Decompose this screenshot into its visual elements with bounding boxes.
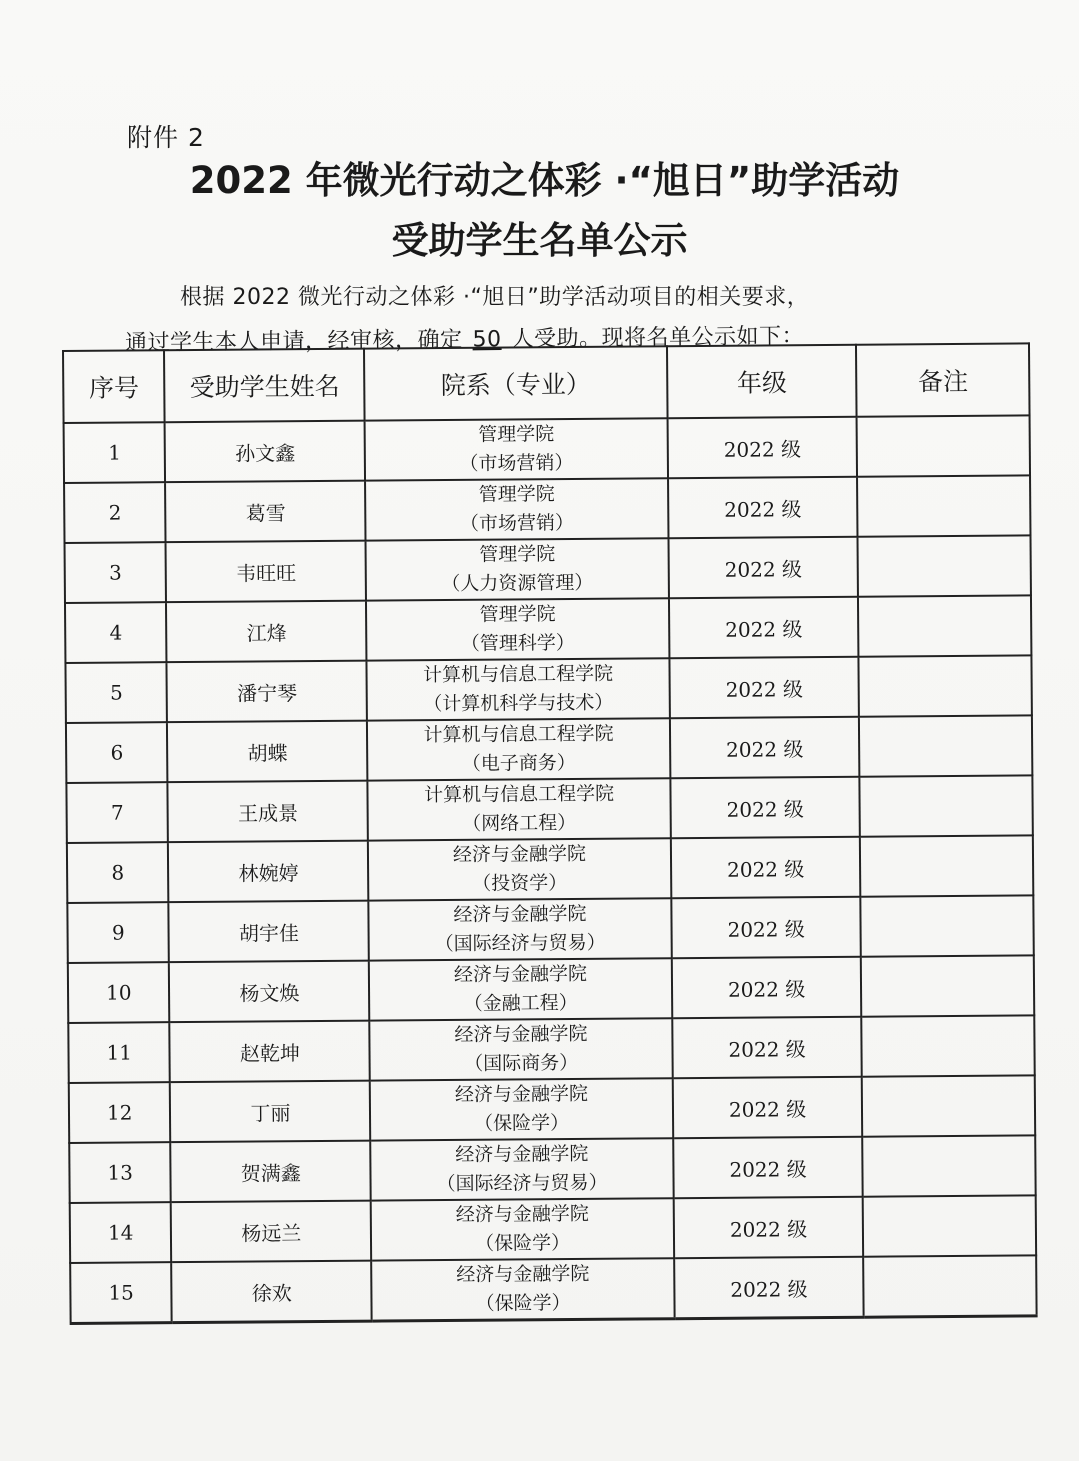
cell-serial-no: 6 <box>66 722 168 783</box>
cell-grade: 2022 级 <box>672 1017 862 1078</box>
major-name: （保险学） <box>474 1232 571 1255</box>
major-name: （国际商务） <box>464 1051 579 1075</box>
cell-remarks <box>858 475 1031 536</box>
cell-department <box>369 958 672 1020</box>
major-name: （市场营销） <box>459 451 574 475</box>
cell-student-name: 赵乾坤 <box>170 1021 370 1083</box>
cell-department <box>367 718 670 780</box>
cell-remarks <box>860 775 1033 836</box>
cell-grade: 2022 级 <box>674 1257 864 1319</box>
cell-department <box>371 1198 674 1260</box>
cell-serial-no: 8 <box>67 842 169 903</box>
college-name: 经济与金融学院 <box>454 1082 588 1106</box>
attachment-label: 附件 2 <box>127 123 205 152</box>
major-name: （人力资源管理） <box>441 571 594 596</box>
major-name: （电子商务） <box>461 751 576 775</box>
major-name: （国际经济与贸易） <box>436 1171 608 1196</box>
cell-remarks <box>861 955 1034 1016</box>
header-department: 院系（专业） <box>364 346 667 420</box>
document-title: 2022 年微光行动之体彩 ·“旭日”助学活动 <box>189 159 900 202</box>
cell-remarks <box>861 895 1034 956</box>
cell-remarks <box>863 1195 1036 1256</box>
college-name: 管理学院 <box>479 543 556 566</box>
cell-serial-no: 4 <box>65 602 167 663</box>
cell-department <box>366 538 669 600</box>
cell-department <box>368 838 671 900</box>
table-row <box>70 1255 1036 1323</box>
cell-grade: 2022 级 <box>668 477 858 538</box>
major-name: （网络工程） <box>462 811 577 835</box>
college-name: 经济与金融学院 <box>453 902 587 926</box>
cell-student-name: 王成景 <box>168 781 368 843</box>
recipient-count: 50 <box>472 327 502 353</box>
table-row <box>65 655 1031 723</box>
cell-grade: 2022 级 <box>673 1137 863 1198</box>
cell-remarks <box>859 655 1032 716</box>
college-name: 经济与金融学院 <box>453 962 588 986</box>
cell-serial-no: 12 <box>69 1082 171 1143</box>
cell-department <box>372 1258 675 1321</box>
cell-student-name: 胡蝶 <box>167 721 367 783</box>
college-name: 计算机与信息工程学院 <box>423 722 614 747</box>
cell-department <box>371 1138 674 1200</box>
cell-serial-no: 10 <box>68 962 170 1023</box>
intro-suffix: 人受助。现将名单公示如下： <box>511 323 805 352</box>
cell-grade: 2022 级 <box>669 657 859 718</box>
cell-serial-no: 7 <box>66 782 168 843</box>
cell-remarks <box>858 595 1031 656</box>
cell-remarks <box>862 1015 1035 1076</box>
college-name: 计算机与信息工程学院 <box>423 782 615 807</box>
cell-grade: 2022 级 <box>672 957 862 1018</box>
table-header-row <box>63 343 1030 423</box>
cell-remarks <box>858 535 1031 596</box>
cell-student-name: 贺满鑫 <box>171 1141 371 1203</box>
cell-serial-no: 1 <box>64 422 166 483</box>
cell-student-name: 葛雪 <box>166 481 366 543</box>
table-row <box>68 1015 1034 1083</box>
cell-serial-no: 11 <box>68 1022 170 1083</box>
table-row <box>65 595 1031 663</box>
college-name: 管理学院 <box>479 603 556 626</box>
cell-remarks <box>862 1075 1035 1136</box>
table-row <box>69 1135 1035 1203</box>
cell-department <box>367 658 670 720</box>
cell-remarks <box>864 1255 1037 1317</box>
recipient-table <box>62 342 1038 1325</box>
table-row <box>64 415 1030 483</box>
college-name: 经济与金融学院 <box>455 1202 589 1226</box>
cell-department <box>370 1018 673 1080</box>
cell-remarks <box>857 415 1030 476</box>
cell-grade: 2022 级 <box>669 597 859 658</box>
cell-department <box>366 598 669 660</box>
cell-serial-no: 9 <box>67 902 169 963</box>
cell-grade: 2022 级 <box>671 897 861 958</box>
cell-student-name: 丁丽 <box>170 1081 370 1143</box>
cell-grade: 2022 级 <box>667 417 857 478</box>
header-remarks: 备注 <box>856 343 1029 416</box>
college-name: 经济与金融学院 <box>452 842 587 866</box>
table-row <box>65 535 1031 603</box>
cell-student-name: 杨文焕 <box>169 961 369 1023</box>
table-row <box>70 1195 1036 1263</box>
cell-student-name: 韦旺旺 <box>166 541 366 603</box>
table-body <box>64 415 1037 1323</box>
cell-student-name: 孙文鑫 <box>165 421 365 483</box>
header-grade: 年级 <box>667 345 857 418</box>
cell-grade: 2022 级 <box>672 1077 862 1138</box>
college-name: 经济与金融学院 <box>456 1262 590 1286</box>
college-name: 计算机与信息工程学院 <box>423 662 614 687</box>
college-name: 经济与金融学院 <box>455 1142 589 1166</box>
cell-serial-no: 2 <box>64 482 166 543</box>
table-row <box>67 835 1033 903</box>
cell-student-name: 江烽 <box>166 601 366 663</box>
major-name: （保险学） <box>474 1112 570 1135</box>
header-serial-no: 序号 <box>63 350 165 423</box>
intro-prefix: 通过学生本人申请，经审核，确定 <box>124 327 463 356</box>
cell-grade: 2022 级 <box>668 537 858 598</box>
cell-grade: 2022 级 <box>670 717 860 778</box>
major-name: （国际经济与贸易） <box>434 931 606 956</box>
cell-student-name: 杨远兰 <box>171 1201 371 1263</box>
major-name: （保险学） <box>475 1292 571 1315</box>
cell-student-name: 胡宇佳 <box>169 901 369 963</box>
table-row <box>68 955 1034 1023</box>
major-name: （计算机科学与技术） <box>423 691 614 716</box>
cell-remarks <box>863 1135 1036 1196</box>
cell-student-name: 潘宁琴 <box>167 661 367 723</box>
cell-serial-no: 14 <box>70 1202 172 1263</box>
header-student-name: 受助学生姓名 <box>164 349 364 423</box>
table-row <box>66 775 1032 843</box>
intro-line-1: 根据 2022 微光行动之体彩 ·“旭日”助学活动项目的相关要求， <box>180 285 810 310</box>
document-subtitle: 受助学生名单公示 <box>391 219 688 262</box>
cell-student-name: 林婉婷 <box>168 841 368 903</box>
cell-remarks <box>859 715 1032 776</box>
cell-grade: 2022 级 <box>671 837 861 898</box>
college-name: 管理学院 <box>478 423 555 446</box>
cell-serial-no: 13 <box>69 1142 171 1203</box>
major-name: （金融工程） <box>463 991 578 1015</box>
cell-grade: 2022 级 <box>673 1197 863 1258</box>
table-row <box>64 475 1030 543</box>
cell-department <box>365 418 668 480</box>
table-row <box>67 895 1033 963</box>
cell-serial-no: 5 <box>65 662 167 723</box>
major-name: （投资学） <box>472 872 568 895</box>
cell-remarks <box>860 835 1033 896</box>
major-name: （管理科学） <box>460 631 575 655</box>
cell-department <box>370 1078 673 1140</box>
cell-grade: 2022 级 <box>670 777 860 838</box>
cell-student-name: 徐欢 <box>172 1261 372 1323</box>
cell-department <box>369 898 672 960</box>
cell-serial-no: 15 <box>70 1262 172 1323</box>
table-row <box>66 715 1032 783</box>
cell-department <box>368 778 671 840</box>
cell-serial-no: 3 <box>65 542 167 603</box>
major-name: （市场营销） <box>459 511 575 535</box>
cell-department <box>365 478 668 540</box>
table-row <box>69 1075 1035 1143</box>
college-name: 管理学院 <box>478 483 555 506</box>
college-name: 经济与金融学院 <box>454 1022 588 1046</box>
